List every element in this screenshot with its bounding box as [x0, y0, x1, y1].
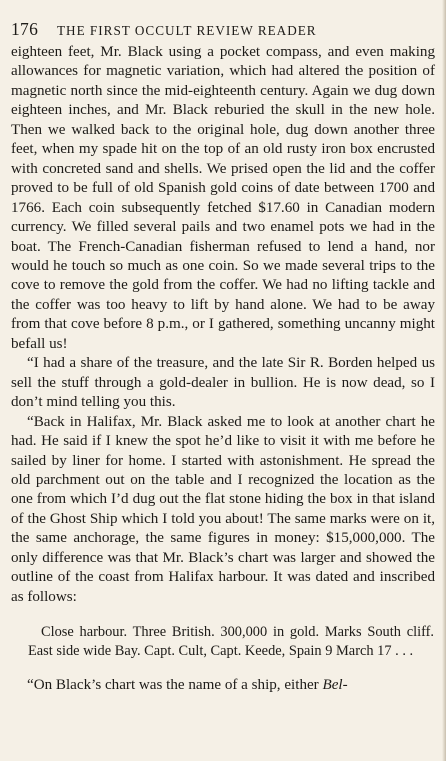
ship-name-italic: Bel-: [322, 677, 348, 694]
paragraph-treasure-share: “I had a share of the treasure, and the late Sir R. Borden helped us sell the stuff through a gold-dealer in bullion. He is now dead, so I don’t mind telling you this.: [11, 355, 435, 411]
book-title: THE FIRST OCCULT REVIEW READER: [57, 23, 317, 38]
chart-inscription-quote: Close harbour. Three British. 300,000 in gold. Marks South cliff. East side wide Bay. Capt. Cult, Capt. Keede, Spain 9 March 17 . . .: [28, 624, 434, 659]
running-head: [11, 19, 435, 41]
page-edge-shadow: [442, 0, 446, 761]
paragraph-ship-name: [11, 676, 435, 695]
paragraph-ship-name-text: “On Black’s chart was the name of a ship, either: [27, 677, 323, 694]
paragraph-continued: eighteen feet, Mr. Black using a pocket compass, and even making allowances for magnetic variation, which had altered the position of magnetic north since the mid-eighteenth century. Again we dug down eighteen inches, and Mr. Black reburied the skull in the new hole. Then we walked back to the original hole, dug down another three feet, when my spade hit on the top of an old rusty iron box encrusted with concreted sand and shells. We prised open the lid and the coffer proved to be full of old Spanish gold coins of date between 1700 and 1766. Each coin subsequently fetched $17.60 in Canadian modern currency. We filled several pails and two enamel pots we had in the boat. The French-Canadian fisherman refused to lend a hand, nor would he touch so much as one coin. So we made several trips to the cove to remove the gold from the coffer. We had no lifting tackle and the coffer was too heavy to lift by hand alone. We had to be away from that cove before 8 p.m., or I gathered, something uncanny might befall us!: [11, 44, 435, 352]
page-number: 176: [11, 19, 39, 39]
paragraph-halifax-chart: “Back in Halifax, Mr. Black asked me to look at another chart he had. He said if I knew the spot he’d like to visit it with me before he sailed by liner for home. I started with astonishment. He spread the old parchment out on the table and I recognized the location as the one from which I’d dug out the flat stone hiding the box in that island of the Ghost Ship which I told you about! The same marks were on it, the same anchorage, the same figures in money: $15,000,000. The only difference was that Mr. Black’s chart was larger and showed the outline of the coast from Halifax harbour. It was dated and inscribed as follows:: [11, 413, 435, 605]
